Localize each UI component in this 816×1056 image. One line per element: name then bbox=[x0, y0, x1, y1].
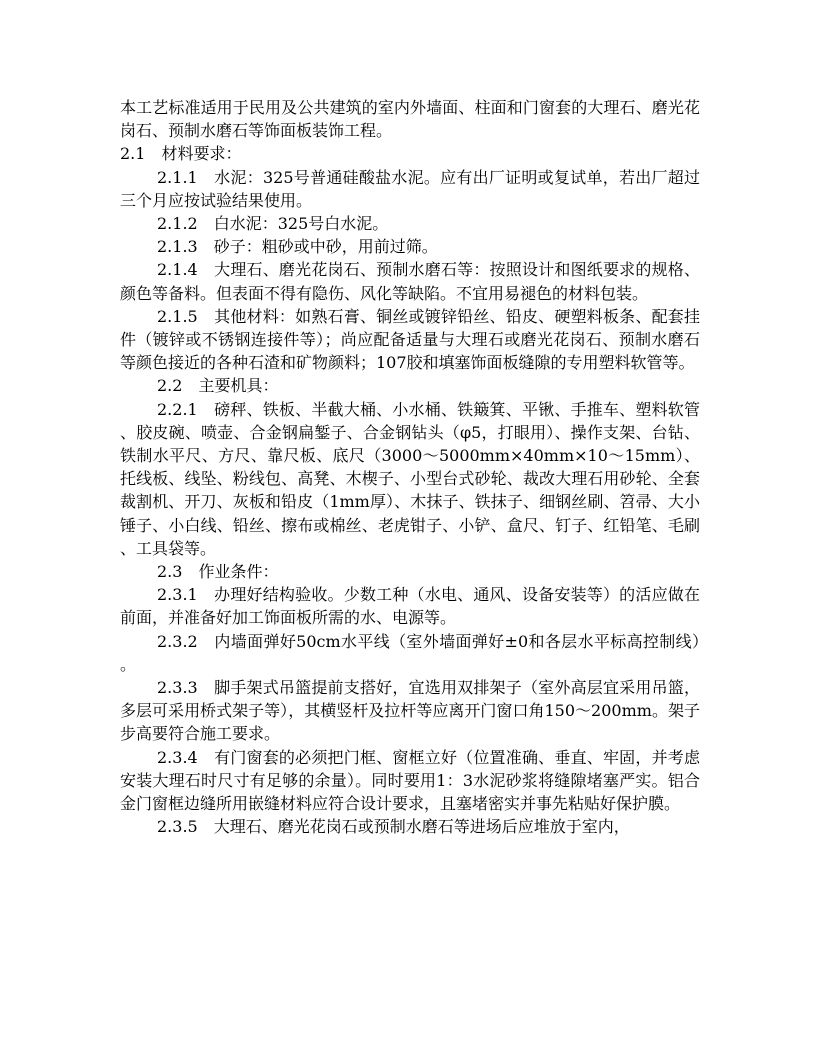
paragraph-2-1-4: 2.1.4 大理石、磨光花岗石、预制水磨石等：按照设计和图纸要求的规格、颜色等备料。但表面不得有隐伤、风化等缺陷。不宜用易褪色的材料包装。 bbox=[120, 260, 700, 303]
section-heading-2-3: 2.3 作业条件： bbox=[157, 562, 279, 582]
paragraph-2-3-5: 2.3.5 大理石、磨光花岗石或预制水磨石等进场后应堆放于室内， bbox=[157, 817, 630, 837]
paragraph-2-1-5: 2.1.5 其他材料：如熟石膏、铜丝或镀锌铅丝、铅皮、硬塑料板条、配套挂件（镀锌或不锈钢连接件等）；尚应配备适量与大理石或磨光花岗石、预制水磨石等颜色接近的各种石渣和矿物颜料；107胶和填塞饰面板缝隙的专用塑料软管等。 bbox=[120, 306, 700, 373]
paragraph-2-3-1: 2.3.1 办理好结构验收。少数工种（水电、通风、设备安装等）的活应做在前面，并准备好加工饰面板所需的水、电源等。 bbox=[120, 585, 700, 628]
document-body bbox=[120, 96, 700, 839]
paragraph-2-1-3: 2.1.3 砂子：粗砂或中砂，用前过筛。 bbox=[157, 237, 438, 257]
paragraph-2-3-4: 2.3.4 有门窗套的必须把门框、窗框立好（位置准确、垂直、牢固，并考虑安装大理石时尺寸有足够的余量）。同时要用1：3水泥砂浆将缝隙堵塞严实。铝合金门窗框边缝所用嵌缝材料应符合设计要求，且塞堵密实并事先粘贴好保护膜。 bbox=[120, 747, 700, 814]
paragraph-2-3-3: 2.3.3 脚手架式吊篮提前支搭好，宜选用双排架子（室外高层宜采用吊篮，多层可采用桥式架子等），其横竖杆及拉杆等应离开门窗口角150～200mm。架子步高要符合施工要求。 bbox=[120, 678, 700, 744]
intro-paragraph: 本工艺标准适用于民用及公共建筑的室内外墙面、柱面和门窗套的大理石、磨光花岗石、预制水磨石等饰面板装饰工程。 bbox=[120, 98, 700, 141]
paragraph-2-1-1: 2.1.1 水泥：325号普通硅酸盐水泥。应有出厂证明或复试单，若出厂超过三个月应按试验结果使用。 bbox=[120, 167, 700, 210]
section-heading-2-1: 2.1 材料要求： bbox=[120, 144, 242, 164]
paragraph-2-3-2: 2.3.2 内墙面弹好50cm水平线（室外墙面弹好±0和各层水平标高控制线）。 bbox=[120, 631, 700, 674]
paragraph-2-1-2: 2.1.2 白水泥：325号白水泥。 bbox=[157, 214, 389, 234]
paragraph-2-2-1: 2.2.1 磅秤、铁板、半截大桶、小水桶、铁簸箕、平锹、手推车、塑料软管、胶皮碗、喷壶、合金钢扁錾子、合金钢钻头（φ5，打眼用）、操作支架、台钻、铁制水平尺、方尺、靠尺板、底尺（3000～5000mm×40mm×10～15mm）、托线板、线坠、粉线包、高凳、木楔子、小型台式砂轮、裁改大理石用砂轮、全套裁割机、开刀、灰板和铅皮（1mm厚）、木抹子、铁抹子、细钢丝刷、笤帚、大小锤子、小白线、铅丝、擦布或棉丝、老虎钳子、小铲、盒尺、钉子、红铅笔、毛刷、工具袋等。 bbox=[120, 399, 700, 558]
section-heading-2-2: 2.2 主要机具： bbox=[157, 376, 279, 396]
